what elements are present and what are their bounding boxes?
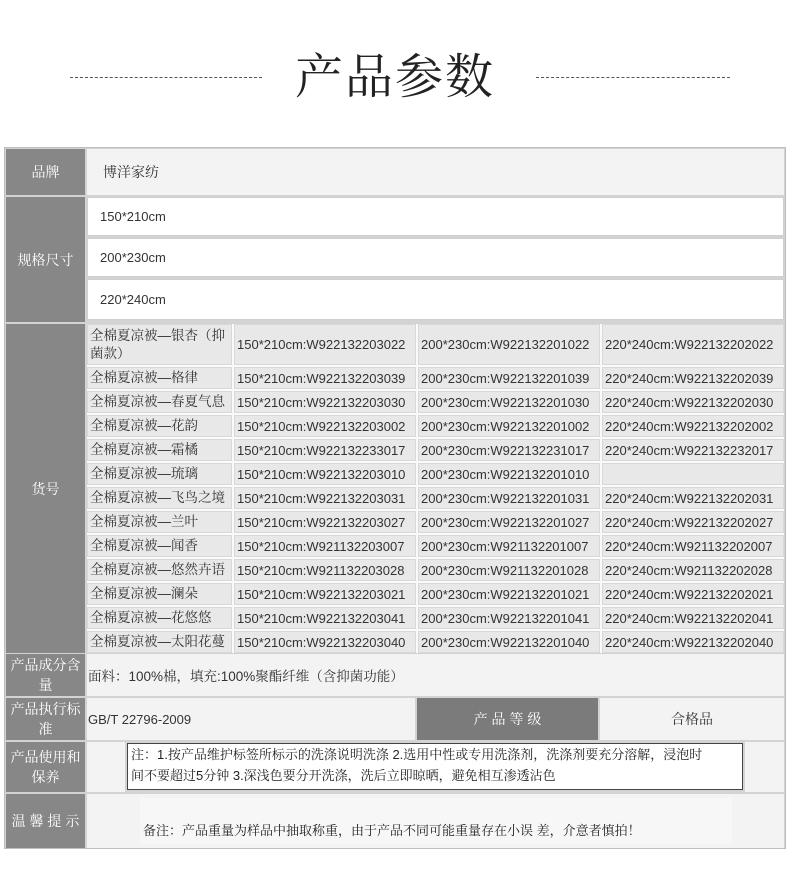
sku-code-cell: 150*210cm:W922132203031	[234, 487, 416, 509]
sku-code-cell: 150*210cm:W922132203002	[234, 415, 416, 437]
sku-code-cell: 200*230cm:W921132201007	[418, 535, 600, 557]
care-note-line: 间不要超过5分钟 3.深浅色要分开洗涤，洗后立即晾晒，避免相互渗透沾色	[131, 768, 556, 783]
sku-code-cell: 200*230cm:W922132201002	[418, 415, 600, 437]
sku-name-cell: 全棉夏凉被—兰叶	[87, 511, 232, 533]
sku-code-cell: 200*230cm:W922132201030	[418, 391, 600, 413]
sku-name-cell: 全棉夏凉被—花悠悠	[87, 607, 232, 629]
sku-code-cell: 200*230cm:W922132231017	[418, 439, 600, 461]
brand-row	[5, 149, 785, 195]
sku-code-cell: 200*230cm:W921132201028	[418, 559, 600, 581]
sku-code-cell: 200*230cm:W922132201039	[418, 367, 600, 389]
size-label: 规格尺寸	[6, 197, 85, 322]
sku-code-cell: 150*210cm:W922132203022	[234, 324, 416, 365]
size-value: 200*230cm	[87, 238, 784, 277]
care-note-line: 注：1.按产品维护标签所标示的洗涤说明洗涤 2.选用中性或专用洗涤剂，洗涤剂要充分溶解，浸泡时	[131, 747, 703, 762]
sku-code-cell: 220*240cm:W922132202039	[602, 367, 784, 389]
sku-name-cell: 全棉夏凉被—春夏气息	[87, 391, 232, 413]
care-spacer-left	[87, 742, 125, 792]
size-row	[5, 197, 785, 322]
sku-name-cell: 全棉夏凉被—闻香	[87, 535, 232, 557]
sku-row	[5, 324, 785, 653]
care-row	[5, 742, 785, 792]
sku-name-cell: 全棉夏凉被—琉璃	[87, 463, 232, 485]
sku-code-cell-empty	[602, 463, 784, 485]
care-label: 产品使用和保养	[6, 742, 85, 792]
sku-code-cell: 220*240cm:W921132202028	[602, 559, 784, 581]
sku-code-cell: 150*210cm:W922132203010	[234, 463, 416, 485]
care-values	[87, 742, 784, 792]
sku-name-cell: 全棉夏凉被—霜橘	[87, 439, 232, 461]
sku-code-cell: 200*230cm:W922132201040	[418, 631, 600, 653]
sku-code-cell: 220*240cm:W922132202022	[602, 324, 784, 365]
tips-value: 备注：产品重量为样品中抽取称重，由于产品不同可能重量存在小误 差，介意者慎拍！	[143, 823, 641, 838]
sku-code-cell: 150*210cm:W922132203030	[234, 391, 416, 413]
care-spacer-right	[745, 742, 784, 792]
sku-name-cell: 全棉夏凉被—格律	[87, 367, 232, 389]
standard-label: 产品执行标准	[6, 698, 85, 740]
sku-name-cell: 全棉夏凉被—花韵	[87, 415, 232, 437]
title-divider-left	[70, 77, 262, 78]
sku-code-cell: 220*240cm:W922132202002	[602, 415, 784, 437]
sku-name-cell: 全棉夏凉被—澜朵	[87, 583, 232, 605]
sku-code-cell: 150*210cm:W922132203027	[234, 511, 416, 533]
product-params-table	[4, 147, 786, 849]
sku-code-cell: 150*210cm:W922132203040	[234, 631, 416, 653]
sku-code-cell: 200*230cm:W922132201031	[418, 487, 600, 509]
sku-code-cell: 150*210cm:W922132203041	[234, 607, 416, 629]
sku-code-cell: 220*240cm:W922132232017	[602, 439, 784, 461]
standard-value: GB/T 22796-2009	[87, 698, 415, 740]
grade-label: 产 品 等 级	[417, 698, 598, 740]
composition-row	[5, 654, 785, 696]
title-divider-right	[536, 77, 730, 78]
sku-code-cell: 200*230cm:W922132201021	[418, 583, 600, 605]
brand-label: 品牌	[6, 149, 85, 195]
sku-code-cell: 220*240cm:W922132202030	[602, 391, 784, 413]
brand-value: 博洋家纺	[87, 149, 784, 195]
size-values	[87, 197, 784, 322]
standard-values	[87, 698, 784, 740]
sku-code-cell: 220*240cm:W922132202040	[602, 631, 784, 653]
sku-code-cell: 150*210cm:W922132203021	[234, 583, 416, 605]
sku-code-cell: 220*240cm:W922132202041	[602, 607, 784, 629]
sku-code-cell: 220*240cm:W922132202031	[602, 487, 784, 509]
sku-name-cell: 全棉夏凉被—太阳花蔓	[87, 631, 232, 653]
sku-code-cell: 150*210cm:W922132233017	[234, 439, 416, 461]
sku-code-cell: 150*210cm:W922132203039	[234, 367, 416, 389]
sku-code-cell: 220*240cm:W921132202007	[602, 535, 784, 557]
standard-row	[5, 698, 785, 740]
care-note	[127, 743, 743, 790]
sku-name-cell: 全棉夏凉被—悠然卉语	[87, 559, 232, 581]
sku-code-cell: 220*240cm:W922132202027	[602, 511, 784, 533]
tips-label: 温 馨 提 示	[6, 794, 85, 848]
sku-code-cell: 220*240cm:W922132202021	[602, 583, 784, 605]
sku-code-cell: 200*230cm:W922132201010	[418, 463, 600, 485]
sku-code-cell: 200*230cm:W922132201022	[418, 324, 600, 365]
grade-value: 合格品	[600, 698, 784, 740]
sku-table	[87, 324, 784, 653]
sku-code-cell: 150*210cm:W921132203007	[234, 535, 416, 557]
tips-row	[5, 794, 785, 848]
sku-label: 货号	[6, 324, 85, 653]
size-value: 150*210cm	[87, 197, 784, 236]
size-value: 220*240cm	[87, 279, 784, 320]
sku-code-cell: 200*230cm:W922132201041	[418, 607, 600, 629]
sku-name-cell: 全棉夏凉被—飞鸟之境	[87, 487, 232, 509]
sku-code-cell: 200*230cm:W922132201027	[418, 511, 600, 533]
sku-name-cell: 全棉夏凉被—银杏（抑菌款）	[87, 324, 232, 365]
tips-cell	[87, 794, 784, 848]
page-title: 产品参数	[294, 51, 495, 104]
composition-value: 面料：100%棉，填充:100%聚酯纤维（含抑菌功能）	[87, 654, 784, 696]
composition-label: 产品成分含量	[6, 654, 85, 696]
sku-code-cell: 150*210cm:W921132203028	[234, 559, 416, 581]
